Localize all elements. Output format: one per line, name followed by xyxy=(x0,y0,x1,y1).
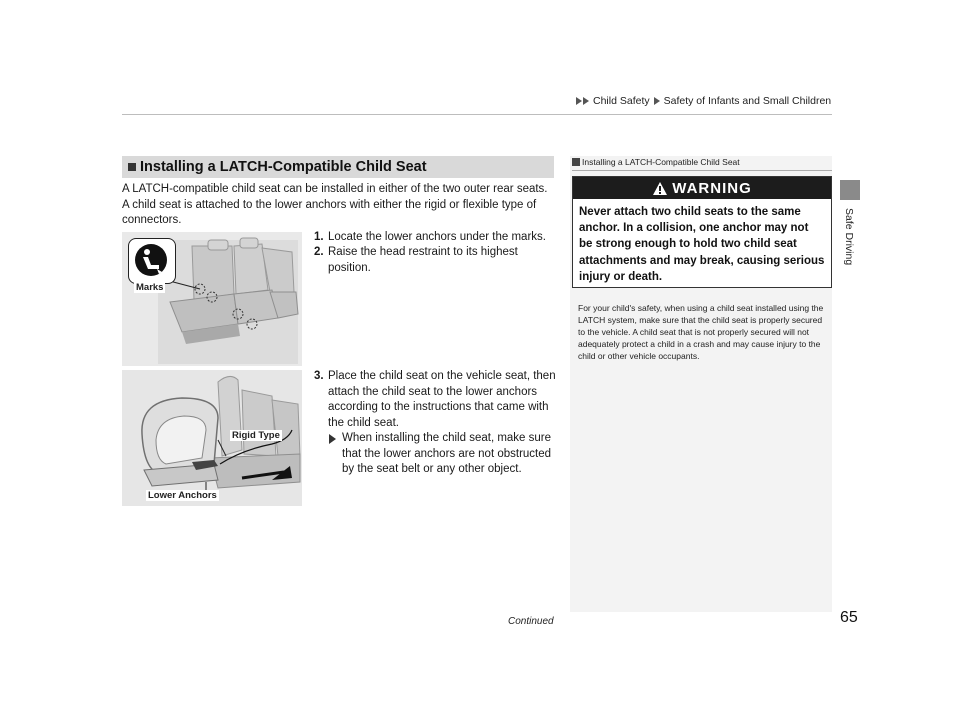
note-title xyxy=(572,157,740,167)
reference-square-icon xyxy=(572,158,580,166)
chapter-tab-marker xyxy=(840,180,860,200)
header-divider xyxy=(122,114,832,115)
section-title: Installing a LATCH-Compatible Child Seat xyxy=(140,159,427,175)
breadcrumb xyxy=(576,95,831,107)
note-title-text: Installing a LATCH-Compatible Child Seat xyxy=(582,157,740,167)
warning-label: WARNING xyxy=(672,179,752,197)
page-number: 65 xyxy=(840,609,858,626)
breadcrumb-item[interactable]: Safety of Infants and Small Children xyxy=(663,95,832,107)
step-3-note xyxy=(329,431,554,478)
warning-box xyxy=(572,176,832,288)
warning-triangle-icon xyxy=(652,181,668,196)
step-text: Locate the lower anchors under the marks. xyxy=(328,231,546,243)
child-seat-anchor-icon xyxy=(128,238,176,284)
step-number: 2. xyxy=(314,246,324,258)
step-number: 1. xyxy=(314,231,324,243)
breadcrumb-arrow-icon xyxy=(654,97,660,105)
step-text: Place the child seat on the vehicle seat, then attach the child seat to the lower anchors according to the instructions that came with the child seat. xyxy=(328,370,556,429)
figure-label-lower-anchors: Lower Anchors xyxy=(148,490,217,501)
section-intro: A LATCH-compatible child seat can be installed in either of the two outer rear seats. A child seat is attached to the lower anchors with either the rigid or flexible type of connectors. xyxy=(122,183,548,226)
figure-rear-seat-marks xyxy=(122,232,302,366)
section-heading xyxy=(122,156,554,178)
chapter-tab-label: Safe Driving xyxy=(843,208,855,266)
figure-label-rigid-type: Rigid Type xyxy=(232,430,280,441)
square-bullet-icon xyxy=(128,163,136,171)
warning-header xyxy=(573,177,831,199)
step-3 xyxy=(314,369,556,431)
breadcrumb-item[interactable]: Child Safety xyxy=(593,95,650,107)
note-arrow-icon xyxy=(329,434,336,444)
step-text: Raise the head restraint to its highest position. xyxy=(328,246,518,274)
figure-label-marks: Marks xyxy=(136,282,164,293)
note-divider xyxy=(572,170,832,171)
step-number: 3. xyxy=(314,370,324,382)
warning-text: Never attach two child seats to the same anchor. In a collision, one anchor may not be strong enough to hold two child seat attachments and may break, causing serious injury or death. xyxy=(579,206,825,283)
continued-label: Continued xyxy=(508,616,554,627)
step-2 xyxy=(314,245,526,276)
step-1 xyxy=(314,230,554,246)
figure-lower-anchors xyxy=(122,370,302,506)
note-body: For your child's safety, when using a child seat installed using the LATCH system, make sure that the child seat is properly secured to the vehicle. A child seat that is not properly secured will not adequately protect a child in a crash and may cause injury to the child or other vehicle occupants. xyxy=(578,303,824,362)
chapter-tab[interactable] xyxy=(840,208,860,288)
breadcrumb-arrow-icon xyxy=(583,97,589,105)
step-note-text: When installing the child seat, make sure that the lower anchors are not obstructed by the seat belt or any other object. xyxy=(342,432,552,475)
breadcrumb-arrow-icon xyxy=(576,97,582,105)
